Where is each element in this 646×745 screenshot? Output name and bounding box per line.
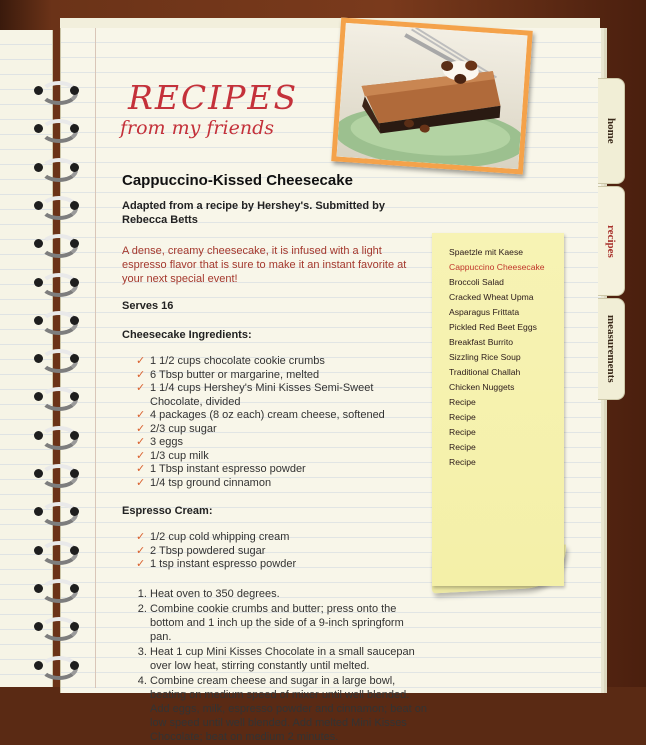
recipe-link-active[interactable]: Cappuccino Cheesecake	[449, 262, 545, 272]
binder-ring-icon	[30, 463, 86, 485]
binder-ring-icon	[30, 540, 86, 562]
check-icon: ✓	[136, 558, 146, 570]
list-item: 1. Heat oven to 350 degrees.	[150, 587, 427, 601]
recipe-link[interactable]: Broccoli Salad	[449, 277, 504, 287]
recipe-index-note	[432, 233, 564, 586]
check-icon: ✓	[136, 409, 146, 421]
check-icon: ✓	[136, 368, 146, 381]
binder-ring-icon	[30, 616, 86, 638]
recipe-link[interactable]: Pickled Red Beet Eggs	[449, 322, 537, 332]
check-icon: ✓	[136, 436, 146, 448]
recipe-link[interactable]: Chicken Nuggets	[449, 382, 515, 392]
check-icon: ✓	[136, 449, 146, 462]
list-item: ✓ 2 Tbsp powdered sugar	[136, 544, 266, 557]
check-icon: ✓	[136, 382, 146, 394]
binder-ring-icon	[30, 118, 86, 140]
check-icon: ✓	[136, 422, 146, 435]
site-title: RECIPES	[128, 78, 299, 117]
binder-ring-icon	[30, 195, 86, 217]
list-item: ✓ 1/2 cup cold whipping cream	[136, 531, 290, 543]
recipe-title: Cappuccino-Kissed Cheesecake	[122, 172, 353, 189]
binder-ring-icon	[30, 501, 86, 523]
binder-ring-icon	[30, 272, 86, 294]
recipe-link[interactable]: Spaetzle mit Kaese	[449, 247, 524, 257]
list-item: ✓ 3 eggs	[136, 436, 184, 448]
list-item: ✓ 4 packages (8 oz each) cream cheese, softened	[136, 409, 385, 421]
binder-ring-icon	[30, 310, 86, 332]
list-item: ✓ 1 1/4 cups Hershey's Mini Kisses Semi-Sweet Chocolate, divided	[136, 382, 374, 408]
cheesecake-illustration	[337, 23, 528, 169]
list-item: 2. Combine cookie crumbs and butter; press onto the bottom and 1 inch up the side of a 9-inch springform pan.	[150, 602, 427, 644]
list-item: ✓ 1/4 tsp ground cinnamon	[136, 476, 272, 489]
list-item: ✓ 1 1/2 cups chocolate cookie crumbs	[136, 355, 325, 367]
binder-ring-icon	[30, 80, 86, 102]
recipe-link[interactable]: Recipe	[449, 457, 476, 467]
recipe-link[interactable]: Breakfast Burrito	[449, 337, 513, 347]
recipe-credit: Adapted from a recipe by Hershey's. Submitted by Rebecca Betts	[122, 200, 386, 226]
binder-ring-icon	[30, 578, 86, 600]
check-icon: ✓	[136, 531, 146, 543]
list-item: ✓ 1 tsp instant espresso powder	[136, 558, 297, 570]
recipe-link[interactable]: Recipe	[449, 397, 476, 407]
list-item: ✓ 2/3 cup sugar	[136, 422, 217, 435]
binder-ring-icon	[30, 157, 86, 179]
binder-ring-icon	[30, 655, 86, 677]
tab-recipes[interactable]	[598, 186, 625, 296]
tab-home-label: home	[605, 118, 617, 144]
tab-home[interactable]	[598, 78, 625, 184]
tab-measurements-label: measurements	[605, 315, 617, 383]
directions-list	[122, 587, 427, 744]
recipe-link[interactable]: Cracked Wheat Upma	[449, 292, 534, 302]
recipe-link[interactable]: Asparagus Frittata	[449, 307, 520, 317]
recipe-index-list	[432, 233, 564, 470]
recipe-content	[122, 172, 427, 745]
recipe-link[interactable]: Sizzling Rice Soup	[449, 352, 521, 362]
list-item: 3. Heat 1 cup Mini Kisses Chocolate in a small saucepan over low heat, stirring constantly until melted.	[150, 645, 427, 673]
check-icon: ✓	[136, 355, 146, 367]
list-item: ✓ 1 Tbsp instant espresso powder	[136, 463, 306, 475]
ingredients-list	[122, 355, 427, 490]
list-item: ✓ 1/3 cup milk	[136, 449, 209, 462]
site-subtitle: from my friends	[120, 117, 274, 139]
cheesecake-photo	[331, 17, 533, 174]
binder-ring-icon	[30, 348, 86, 370]
check-icon: ✓	[136, 544, 146, 557]
tab-measurements[interactable]	[598, 298, 625, 400]
espresso-cream-heading: Espresso Cream:	[122, 505, 213, 517]
cream-ingredients-list	[122, 531, 427, 572]
check-icon: ✓	[136, 476, 146, 489]
recipe-serves: Serves 16	[122, 300, 174, 312]
recipe-link[interactable]: Traditional Challah	[449, 367, 521, 377]
list-item: ✓ 6 Tbsp butter or margarine, melted	[136, 368, 320, 381]
recipe-description: A dense, creamy cheesecake, it is infused with a light espresso flavor that is sure to make it an instant favorite at your next special event!	[122, 245, 407, 285]
list-item: 4. Combine cream cheese and sugar in a large bowl, beating on medium speed of mixer until well blended. Add eggs, milk, espresso powder and cinnamon; beat on low speed until well blended. Add melted Mini Kisses Chocolate; beat on medium 2 minutes.	[150, 674, 427, 744]
ingredients-heading: Cheesecake Ingredients:	[122, 329, 252, 341]
tab-recipes-label: recipes	[605, 224, 617, 258]
recipe-link[interactable]: Recipe	[449, 427, 476, 437]
binder-ring-icon	[30, 425, 86, 447]
recipe-link[interactable]: Recipe	[449, 412, 476, 422]
binder-ring-icon	[30, 386, 86, 408]
check-icon: ✓	[136, 463, 146, 475]
recipe-link[interactable]: Recipe	[449, 442, 476, 452]
binder-rings	[30, 80, 90, 680]
binder-ring-icon	[30, 233, 86, 255]
page-margin-line	[95, 28, 96, 688]
